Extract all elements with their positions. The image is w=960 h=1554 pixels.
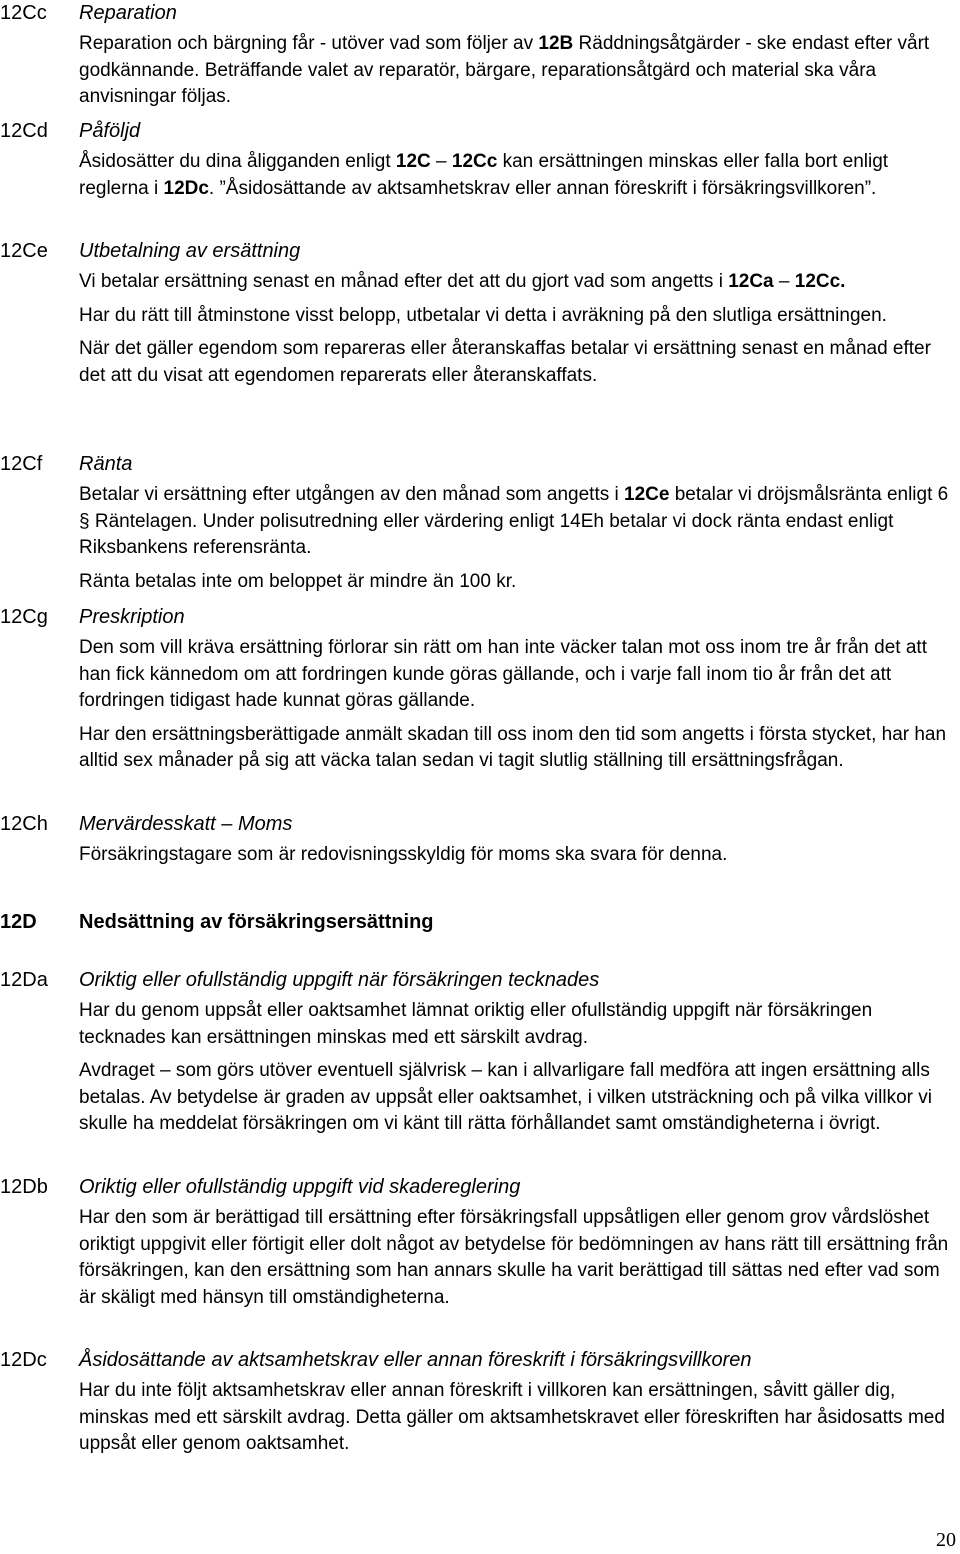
bold-reference: 12Dc [163, 177, 209, 199]
paragraph: Reparation och bärgning får - utöver vad som följer av 12B Räddningsåtgärder - ske endast efter vårt godkännande. Beträffande valet av reparatör, bärgare, reparationsåtgärd och material ska våra anvisningar följas. [79, 33, 930, 107]
section-number: 12Ch [0, 813, 48, 835]
paragraph: Den som vill kräva ersättning förlorar sin rätt om han inte väcker talan mot oss inom tre år från det att han fick kännedom om att fordringen kunde göras gällande, och i varje fall inom tio år från det att fordringen tidigast hade kunnat göras gällande. [79, 637, 927, 711]
paragraph: Försäkringstagare som är redovisningsskyldig för moms ska svara för denna. [79, 844, 728, 865]
section-body [79, 1378, 960, 1465]
paragraph: Åsidosätter du dina åligganden enligt 12C – 12Cc kan ersättningen minskas eller falla bort enligt reglerna i 12Dc. ”Åsidosättande av aktsamhetskrav eller annan föreskrift i försäkringsvillkoren”. [79, 151, 889, 199]
chapter-number: 12D [0, 911, 37, 933]
paragraph: Avdraget – som görs utöver eventuell självrisk – kan i allvarligare fall medföra att ingen ersättning alls betalas. Av betydelse är graden av uppsåt eller oaktsamhet, i vilken utsträckning och på vilka villkor vi skulle ha meddelat försäkringen om vi känt till rätta förhållandet samt omständigheterna i övrigt. [79, 1060, 932, 1134]
section-number: 12Cf [0, 453, 43, 475]
section-title: Oriktig eller ofullständig uppgift vid skadereglering [79, 1176, 521, 1198]
section-title: Påföljd [79, 120, 141, 142]
paragraph: Betalar vi ersättning efter utgången av den månad som angetts i 12Ce betalar vi dröjsmålsränta enligt 6 § Räntelagen. Under polisutredning eller värdering enligt 14Eh betalar vi dock ränta endast enligt Riksbankens referensränta. [79, 484, 949, 558]
section-number: 12Db [0, 1176, 48, 1198]
section-number: 12Dc [0, 1349, 47, 1371]
section-number: 12Cd [0, 120, 48, 142]
section-title: Mervärdesskatt – Moms [79, 813, 293, 835]
bold-reference: 12Ce [624, 484, 670, 505]
chapter-title: Nedsättning av försäkringsersättning [79, 911, 434, 933]
section-body [79, 998, 960, 1145]
section-number: 12Da [0, 969, 48, 991]
section-title: Preskription [79, 606, 185, 628]
paragraph: Har du genom uppsåt eller oaktsamhet lämnat oriktig eller ofullständig uppgift när försäkringen tecknades kan ersättningen minskas med ett särskilt avdrag. [79, 1000, 873, 1048]
paragraph: Har den ersättningsberättigade anmält skadan till oss inom den tid som angetts i första stycket, har han alltid sex månader på sig att väcka talan sedan vi tagit slutlig ställning till ersättningsfrågan. [79, 723, 947, 771]
paragraph: Har den som är berättigad till ersättning efter försäkringsfall uppsåtligen eller genom grov vårdslöshet oriktigt uppgivit eller förtigit eller dolt något av betydelse för bedömningen av hans rätt till ersättning från försäkringen, kan den ersättning som han annars skulle ha varit berättigad till sättas ned efter vad som är skäligt med hänsyn till omständigheterna. [79, 1207, 949, 1308]
section-body [79, 269, 960, 396]
section-body [79, 635, 960, 782]
section-title: Oriktig eller ofullständig uppgift när försäkringen tecknades [79, 969, 600, 991]
section-title: Åsidosättande av aktsamhetskrav eller annan föreskrift i försäkringsvillkoren [79, 1349, 752, 1371]
section-number: 12Cg [0, 606, 48, 628]
section-body [79, 1205, 960, 1318]
section-body [79, 149, 960, 209]
section-title: Utbetalning av ersättning [79, 240, 301, 262]
section-body [79, 31, 960, 118]
bold-reference: 12B [538, 33, 574, 54]
bold-reference: 12Cc. [794, 271, 846, 292]
paragraph: När det gäller egendom som repareras eller återanskaffas betalar vi ersättning senast en månad efter det att du visat att egendomen reparerats eller återanskaffats. [79, 338, 931, 386]
paragraph: Ränta betalas inte om beloppet är mindre än 100 kr. [79, 570, 517, 592]
page-number: 20 [936, 1529, 956, 1551]
bold-reference: 12C [395, 151, 431, 172]
section-number: 12Cc [0, 2, 47, 24]
paragraph: Vi betalar ersättning senast en månad efter det att du gjort vad som angetts i 12Ca – 12Cc. [79, 271, 846, 292]
section-body [79, 482, 960, 602]
section-body [79, 842, 960, 876]
bold-reference: 12Cc [451, 151, 498, 172]
section-number: 12Ce [0, 240, 48, 262]
section-title: Ränta [79, 453, 133, 475]
section-title: Reparation [79, 2, 177, 24]
paragraph: Har du rätt till åtminstone visst belopp, utbetalar vi detta i avräkning på den slutliga ersättningen. [79, 304, 887, 326]
bold-reference: 12Ca [728, 271, 774, 292]
paragraph: Har du inte följt aktsamhetskrav eller annan föreskrift i villkoren kan ersättningen, såvitt gäller dig, minskas med ett särskilt avdrag. Detta gäller om aktsamhetskravet eller föreskriften har åsidosatts med uppsåt eller genom oaktsamhet. [79, 1380, 945, 1454]
